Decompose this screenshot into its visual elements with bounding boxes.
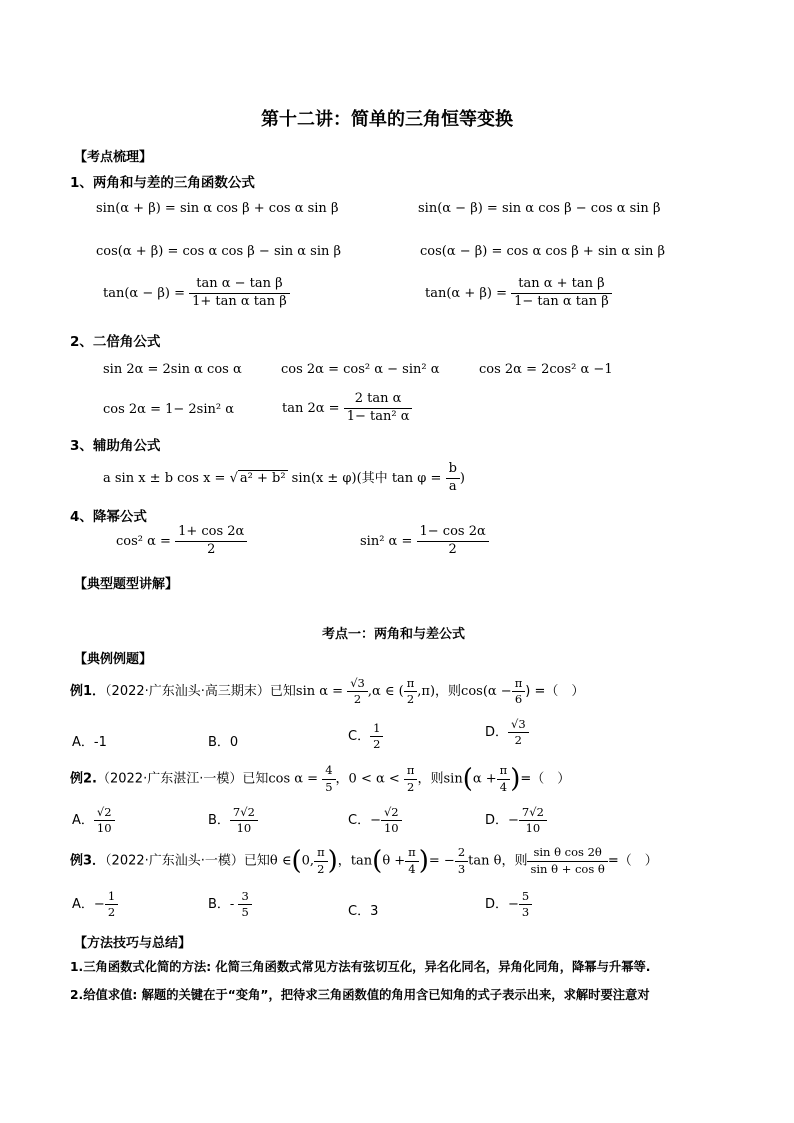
heading-double-angle: 2、二倍角公式 (70, 334, 161, 350)
ex1-a-den: 6 (514, 692, 523, 707)
ex3-cond2b: θ + (382, 853, 406, 869)
tan2a-lhs: tan 2α = (282, 400, 340, 416)
formula-cos2a-3: cos 2α = 1− 2sin² α (103, 402, 235, 417)
ex2-opta-den: 10 (96, 821, 112, 836)
ex2-p-den: 2 (407, 779, 415, 794)
ex2-optd-sign: − (508, 813, 519, 829)
ex3-sep: ， (337, 853, 351, 869)
ex3-q-num: π (405, 846, 419, 861)
ex3-cond2: tan (350, 853, 373, 869)
ex3-option-a (72, 890, 118, 919)
ex1-optd-num: √3 (508, 718, 529, 733)
example-3-label: 例3． (70, 853, 106, 869)
ex3-rparen1: ) (327, 846, 338, 876)
example-1-label: 例1． (70, 684, 106, 700)
ex1-option-b: B．0 (208, 735, 239, 750)
ex3-cond3: = − (428, 853, 455, 869)
formula-cos-sq (116, 525, 247, 558)
ex3-cond4: tan θ (468, 853, 502, 869)
aux-num: b (446, 462, 460, 479)
ex3-option-d (485, 890, 532, 919)
ex1-optd-label: D． (485, 725, 509, 741)
aux-lhs: a sin x ± b cos x = (103, 470, 226, 486)
ex3-s-num: sin θ cos 2θ (527, 846, 607, 861)
tip-2: 2.给值求值: 解题的关键在于“变角”，把待求三角函数值的角用含已知角的式子表示出来，求解时要注意对 (70, 988, 650, 1002)
heading-power-reduction: 4、降幂公式 (70, 509, 147, 525)
ex3-q-den: 4 (408, 861, 416, 876)
ex2-a-num: π (497, 764, 511, 779)
formula-cos-diff: cos(α − β) = cos α cos β + sin α sin β (420, 244, 666, 259)
aux-den: a (448, 478, 457, 494)
ex3-optd-label: D． (485, 897, 509, 913)
sin-sq-den: 2 (448, 541, 457, 557)
aux-close: ) (459, 470, 465, 486)
formula-tan2a (282, 392, 412, 425)
ex3-p-den: 2 (317, 861, 325, 876)
ex1-option-c (348, 722, 383, 751)
example-2-source: （2022·广东湛江·一模）已知 (96, 771, 269, 787)
ex2-lparen: ( (462, 764, 473, 794)
aux-root: a² + b² (239, 470, 286, 486)
ex2-optc-label: C． (348, 813, 371, 829)
ex3-optb-num: 3 (238, 890, 251, 905)
tan-sum-den: 1− tan α tan β (514, 293, 609, 309)
ex3-lparen1: ( (291, 846, 302, 876)
formula-sin-sq (360, 525, 489, 558)
tip-1: 1.三角函数式化简的方法: 化简三角函数式常见方法有弦切互化，异名化同名，异角化同角，降幂与升幂等. (70, 960, 651, 974)
sqrt-symbol: √ a² + b² (229, 470, 286, 486)
ex3-optb-label: B． (208, 897, 230, 913)
ex1-option-a: A．-1 (72, 735, 107, 750)
tan-sum-lhs: tan(α + β) = (425, 285, 507, 301)
example-1-source: （2022·广东汕头·高三期末）已知 (105, 684, 296, 700)
ex1-optc-label: C． (348, 729, 371, 745)
ex1-p-den: 2 (406, 692, 415, 707)
example-2 (70, 764, 570, 794)
ex3-optb-sign: - (229, 897, 235, 913)
ex2-opta-num: √2 (94, 806, 115, 821)
ex2-optd-num: 7√2 (519, 806, 547, 821)
ex1-option-d (485, 718, 529, 747)
tan2a-den: 1− tan² α (346, 408, 410, 424)
ex3-opta-label: A． (72, 897, 94, 913)
formula-sin2a: sin 2α = 2sin α cos α (103, 362, 242, 377)
section-header-examples: 【典型题型讲解】 (74, 577, 179, 592)
formula-cos2a-1: cos 2α = cos² α − sin² α (281, 362, 440, 377)
ex3-rparen2: ) (418, 846, 429, 876)
ex2-optc-num: √2 (381, 806, 402, 821)
ex1-cond3: ,π) (417, 684, 436, 700)
formula-auxiliary (103, 462, 465, 495)
ex1-optc-den: 2 (373, 737, 381, 752)
cos-sq-lhs: cos² α = (116, 533, 171, 549)
ex2-optc-den: 10 (383, 821, 399, 836)
heading-auxiliary-angle: 3、辅助角公式 (70, 438, 161, 454)
ex1-optd-den: 2 (514, 733, 522, 748)
ex3-r-den: 3 (457, 861, 466, 876)
formula-sin-sum: sin(α + β) = sin α cos β + cos α sin β (96, 201, 339, 216)
ex2-option-d (485, 806, 547, 835)
example-1 (70, 677, 584, 706)
tan-sum-num: tan α + tan β (511, 277, 612, 294)
ex2-option-b (208, 806, 258, 835)
ex1-optc-num: 1 (370, 722, 383, 737)
ex2-optd-label: D． (485, 813, 509, 829)
ex2-cond2: 0 < α < (348, 771, 400, 787)
example-3-source: （2022·广东汕头·一模）已知 (105, 853, 270, 869)
ex3-opta-den: 2 (107, 905, 116, 920)
ex2-option-c (348, 806, 402, 835)
tan-diff-lhs: tan(α − β) = (103, 285, 185, 301)
ex2-optb-num: 7√2 (230, 806, 258, 821)
ex2-ask3: α + (472, 771, 497, 787)
ex2-c-den: 5 (325, 779, 333, 794)
ex3-option-b (208, 890, 252, 919)
topic-title: 考点一：两角和与差公式 (322, 627, 466, 642)
ex3-ask: ，则 (501, 853, 528, 869)
section-header-review: 【考点梳理】 (74, 150, 153, 165)
ex2-option-a (72, 806, 115, 835)
sin-sq-num: 1− cos 2α (417, 525, 489, 542)
ex3-optd-den: 3 (521, 905, 530, 920)
tan-diff-num: tan α − tan β (189, 277, 290, 294)
ex3-ask2: =（ ） (607, 853, 658, 869)
tan-diff-den: 1+ tan α tan β (192, 293, 287, 309)
ex2-p-num: π (404, 764, 418, 779)
ex3-optd-sign: − (508, 897, 519, 913)
example-2-label: 例2. (70, 771, 97, 787)
aux-mid: sin(x ± φ)(其中 tan φ = (291, 470, 442, 486)
ex1-ask3: ) =（ ） (525, 684, 585, 700)
ex1-cond2: ,α ∈ ( (367, 684, 404, 700)
ex2-cond1: cos α = (268, 771, 319, 787)
ex2-rparen: ) (510, 764, 521, 794)
ex3-lparen2: ( (372, 846, 383, 876)
formula-cos2a-2: cos 2α = 2cos² α −1 (479, 362, 613, 377)
ex2-ask2: sin (443, 771, 463, 787)
ex1-cond1: sin α = (295, 684, 344, 700)
ex1-c-den: 2 (353, 692, 362, 707)
heading-sum-diff: 1、两角和与差的三角函数公式 (70, 175, 255, 191)
ex3-cond1: θ ∈ (269, 853, 292, 869)
ex3-opta-num: 1 (105, 890, 118, 905)
example-3 (70, 846, 658, 876)
formula-tan-diff (103, 277, 290, 310)
ex3-r-num: 2 (455, 846, 468, 861)
section-header-tips: 【方法技巧与总结】 (74, 936, 192, 951)
ex1-p-num: π (404, 677, 418, 692)
sin-sq-lhs: sin² α = (360, 533, 413, 549)
formula-tan-sum (425, 277, 612, 310)
ex3-optd-num: 5 (519, 890, 532, 905)
ex2-optd-den: 10 (525, 821, 541, 836)
cos-sq-den: 2 (207, 541, 216, 557)
page-title: 第十二讲：简单的三角恒等变换 (261, 109, 513, 130)
ex2-c-num: 4 (322, 764, 335, 779)
ex2-optb-label: B． (208, 813, 230, 829)
section-header-typical: 【典例例题】 (74, 652, 153, 667)
ex3-cond1b: 0, (301, 853, 315, 869)
tan2a-num: 2 tan α (344, 392, 413, 409)
ex3-option-c: C．3 (348, 904, 379, 919)
ex2-sep: ， (335, 771, 349, 787)
ex2-optb-den: 10 (236, 821, 252, 836)
formula-sin-diff: sin(α − β) = sin α cos β − cos α sin β (418, 201, 661, 216)
ex1-ask2: cos(α − (461, 684, 512, 700)
ex1-c-num: √3 (347, 677, 368, 692)
ex2-ask: ，则 (417, 771, 444, 787)
ex1-a-num: π (512, 677, 526, 692)
ex3-optb-den: 5 (241, 905, 249, 920)
ex3-p-num: π (314, 846, 328, 861)
ex2-a-den: 4 (499, 779, 508, 794)
ex3-opta-sign: − (93, 897, 105, 913)
ex3-s-den: sin θ + cos θ (530, 861, 605, 876)
ex2-ask4: =（ ） (520, 771, 571, 787)
ex1-ask: ，则 (435, 684, 462, 700)
ex2-optc-sign: − (370, 813, 381, 829)
formula-cos-sum: cos(α + β) = cos α cos β − sin α sin β (96, 244, 342, 259)
ex2-opta-label: A． (72, 813, 94, 829)
cos-sq-num: 1+ cos 2α (175, 525, 247, 542)
